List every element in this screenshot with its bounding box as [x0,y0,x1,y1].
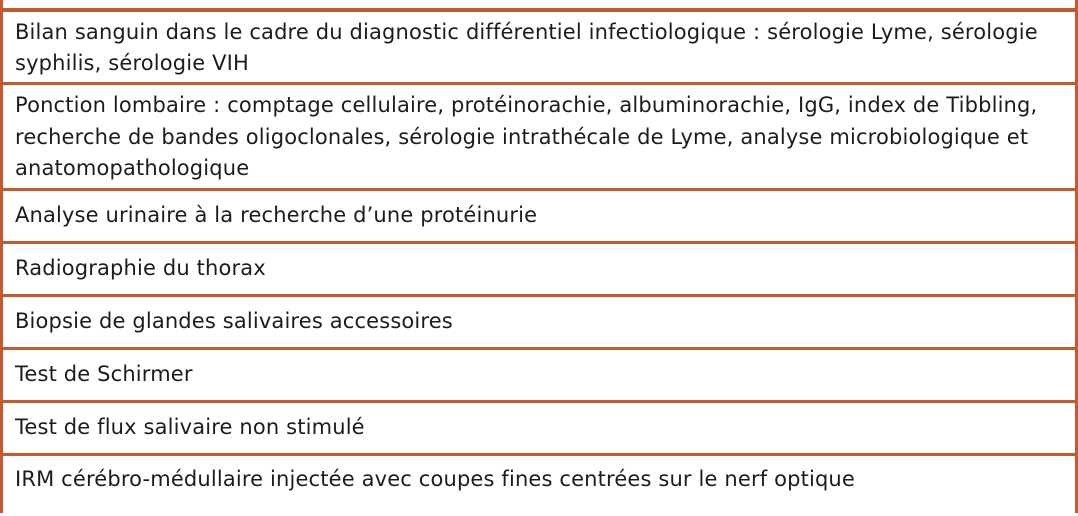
table-row-blood-test [0,8,1078,82]
table-cell-lumbar-puncture: Ponction lombaire : comptage cellulaire, protéinorachie, albuminorachie, IgG, index de Tibbling, recherche de bandes oligoclonales, sérologie intrathécale de Lyme, analyse microbiologique et anatomopathologique [15,93,1038,181]
table-row-salivary-flow-test [0,400,1078,453]
table-cell-salivary-flow-test: Test de flux salivaire non stimulé [15,415,365,440]
table-cell-urinalysis: Analyse urinaire à la recherche d’une protéinurie [15,203,538,228]
table-cell-mri: IRM cérébro-médullaire injectée avec coupes fines centrées sur le nerf optique [15,467,855,491]
table-row-urinalysis [0,188,1078,241]
table-row-mri [0,453,1078,513]
table-row-schirmer-test [0,347,1078,400]
table-cell-chest-xray: Radiographie du thorax [15,256,266,281]
table-cell-salivary-biopsy: Biopsie de glandes salivaires accessoires [15,309,453,334]
table-cell-blood-test: Bilan sanguin dans le cadre du diagnostic différentiel infectiologique : sérologie Lyme, sérologie syphilis, sérologie VIH [15,19,1038,75]
table-row-salivary-biopsy [0,294,1078,347]
table-cell-schirmer-test: Test de Schirmer [15,362,193,387]
table-row-lumbar-puncture [0,82,1078,188]
table-row-chest-xray [0,241,1078,294]
